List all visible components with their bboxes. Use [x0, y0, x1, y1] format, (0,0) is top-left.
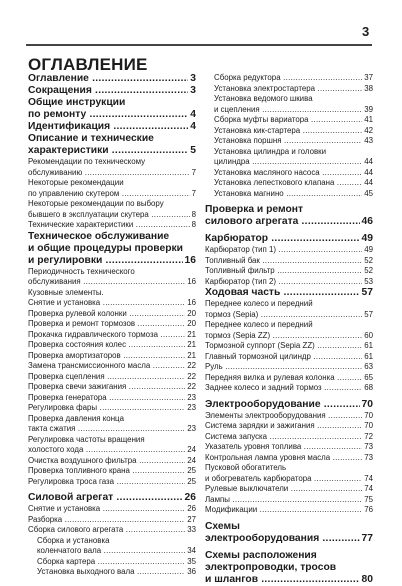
toc-entry-title: Рекомендации по техническому [28, 157, 146, 166]
toc-entry-continued [28, 414, 196, 425]
toc-entry[interactable] [205, 373, 373, 384]
toc-entry[interactable] [28, 466, 196, 477]
toc-page-number: 65 [364, 372, 373, 382]
toc-entry[interactable] [28, 477, 196, 488]
toc-entry[interactable] [205, 495, 373, 506]
toc-page-number: 77 [361, 532, 373, 544]
toc-entry[interactable] [205, 136, 373, 147]
toc-entry[interactable] [205, 362, 373, 373]
toc-entry-continued [28, 157, 196, 168]
toc-entry[interactable] [205, 574, 373, 586]
toc-entry[interactable] [205, 331, 373, 342]
toc-page-number: 26 [184, 492, 196, 503]
toc-entry-title: и общие процедуры проверки [28, 242, 183, 254]
toc-page-number: 52 [364, 255, 373, 265]
toc-entry-title: Общие инструкции [28, 97, 126, 108]
toc-page-number: 68 [364, 383, 373, 392]
toc-entry-title: Лампы [205, 494, 230, 504]
toc-entry[interactable] [28, 298, 196, 309]
toc-page-number: 73 [364, 452, 373, 462]
toc-page-number: 61 [364, 351, 373, 361]
toc-entry-title: Установка поршня [214, 136, 282, 145]
toc-entry-title: обслуживания [28, 277, 81, 286]
toc-page-number: 4 [190, 109, 196, 120]
toc-entry[interactable] [28, 189, 196, 200]
toc-entry-continued [28, 97, 196, 109]
toc-entry-title: Проверка и ремонт тормозов [28, 319, 136, 328]
toc-page-number: 16 [184, 254, 196, 266]
toc-entry[interactable] [205, 533, 373, 545]
toc-page-number: 22 [187, 361, 196, 370]
toc-entry-title: Указатель уровня топлива [205, 442, 302, 451]
toc-entry[interactable] [205, 157, 373, 168]
toc-page-number: 41 [364, 115, 373, 124]
toc-entry-title: Проверка давления конца [28, 413, 124, 423]
toc-page-number: 52 [364, 266, 373, 275]
toc-entry-title: холостого хода [28, 445, 84, 454]
toc-entry[interactable] [205, 245, 373, 256]
toc-entry-title: цилиндра [214, 157, 250, 166]
toc-entry-title: Идентификация [28, 121, 111, 132]
toc-entry-title: Карбюратор (тип 2) [205, 276, 277, 286]
toc-right-column [205, 73, 373, 586]
toc-entry-title: Тормозной суппорт (Sepia ZZ) [205, 341, 315, 350]
toc-entry-title: Снятие и установка [28, 298, 101, 307]
toc-page-number: 57 [361, 287, 373, 298]
toc-entry-continued [28, 288, 196, 299]
toc-entry[interactable] [205, 310, 373, 321]
toc-entry[interactable] [28, 85, 196, 97]
toc-entry[interactable] [205, 216, 373, 228]
toc-entry[interactable] [28, 351, 196, 362]
toc-page-number: 70 [361, 398, 373, 410]
toc-entry-title: Очистка воздушного фильтра [28, 455, 137, 465]
toc-entry-title: обслуживанию [28, 167, 83, 177]
toc-entry-title: характеристики [28, 145, 109, 156]
toc-entry[interactable] [205, 73, 373, 84]
toc-page-number: 27 [187, 514, 196, 524]
toc-entry-title: Установка ведомого шкива [214, 94, 313, 103]
toc-entry-title: Карбюратор (тип 1) [205, 245, 277, 254]
toc-entry-title: Сборка картера [37, 556, 96, 566]
toc-page-number: 8 [191, 220, 196, 229]
toc-entry-title: Разборка [28, 514, 63, 524]
toc-entry[interactable] [205, 399, 373, 411]
toc-page-number: 70 [364, 421, 373, 430]
toc-page-number: 23 [187, 403, 196, 412]
page-number: 3 [362, 24, 370, 39]
toc-entry-continued [205, 562, 373, 574]
toc-entry-continued [28, 267, 196, 278]
toc-entry-title: Рулевые выключатели [205, 484, 289, 493]
toc-entry[interactable] [28, 492, 196, 504]
toc-entry-title: Карбюратор [205, 233, 269, 244]
toc-entry[interactable] [28, 393, 196, 404]
toc-entry-title: Описание и технические [28, 133, 154, 144]
toc-entry-title: Регулировка частоты вращения [28, 434, 145, 444]
toc-entry[interactable] [28, 403, 196, 414]
toc-entry-continued [205, 521, 373, 533]
toc-entry-continued [205, 204, 373, 216]
toc-entry[interactable] [205, 352, 373, 363]
toc-entry[interactable] [28, 73, 196, 85]
toc-entry-title: Заднее колесо и задний тормоз [205, 383, 322, 392]
toc-entry-title: Проверка генератора [28, 392, 107, 402]
toc-page-number: 49 [361, 233, 373, 244]
toc-entry-title: Установка кик-стартера [214, 125, 301, 135]
toc-page-number: 46 [361, 216, 373, 227]
toc-entry[interactable] [28, 382, 196, 393]
toc-left-column [28, 73, 196, 578]
toc-entry-continued [205, 94, 373, 105]
toc-entry-title: Электрооборудование [205, 398, 321, 410]
toc-page-number: 7 [191, 188, 196, 198]
toc-entry-title: Кузовные элементы. [28, 287, 104, 297]
toc-page-number: 37 [364, 73, 373, 82]
toc-entry[interactable] [205, 432, 373, 443]
toc-entry[interactable] [28, 372, 196, 383]
toc-entry-title: Переднее колесо и передний [205, 299, 313, 308]
toc-entry[interactable] [205, 411, 373, 422]
toc-entry[interactable] [28, 109, 196, 121]
toc-entry[interactable] [28, 210, 196, 221]
toc-page-number: 76 [364, 505, 373, 514]
toc-entry-title: Руль [205, 362, 223, 371]
toc-entry[interactable] [28, 277, 196, 288]
toc-page-number: 25 [187, 466, 196, 475]
toc-entry[interactable] [205, 287, 373, 299]
toc-entry-title: силового агрегата [205, 216, 299, 227]
toc-entry-title: Главный тормозной цилиндр [205, 351, 311, 361]
toc-page-number: 21 [187, 340, 196, 349]
toc-page-number: 45 [364, 188, 373, 198]
toc-entry-title: Некоторые рекомендации [28, 178, 124, 187]
toc-entry-title: Проверка и ремонт [205, 204, 304, 215]
toc-page-number: 16 [187, 277, 196, 286]
toc-page-number: 80 [361, 573, 373, 585]
toc-entry[interactable] [205, 189, 373, 200]
toc-page-number: 74 [364, 473, 373, 483]
toc-entry-title: Периодичность технического [28, 266, 135, 276]
toc-entry[interactable] [205, 421, 373, 432]
toc-page-number: 20 [187, 319, 196, 328]
toc-page-number: 21 [187, 329, 196, 339]
toc-entry[interactable] [205, 115, 373, 126]
toc-entry[interactable] [28, 168, 196, 179]
toc-entry[interactable] [205, 266, 373, 277]
toc-entry[interactable] [205, 484, 373, 495]
toc-page-number: 24 [187, 445, 196, 454]
toc-entry-title: Проверка состояния колес [28, 340, 127, 349]
toc-entry-title: Контрольная лампа уровня масла [205, 452, 331, 462]
toc-entry-title: Топливный бак [205, 255, 260, 265]
toc-page-number: 53 [364, 276, 373, 286]
toc-entry-title: тормоз (Sepia) [205, 309, 259, 319]
toc-entry-title: Проверка сцепления [28, 371, 105, 381]
toc-entry-title: и сцепления [214, 104, 260, 114]
toc-entry[interactable] [28, 567, 196, 578]
toc-entry-title: Силовой агрегат [28, 492, 114, 503]
toc-entry-title: Ходовая часть [205, 287, 281, 298]
toc-entry-title: Элементы электрооборудования [205, 410, 326, 420]
toc-page-number: 7 [191, 167, 196, 177]
toc-entry-title: Установка лепесткового клапана [214, 178, 335, 187]
toc-entry-continued [28, 199, 196, 210]
toc-page-number: 43 [364, 136, 373, 145]
toc-page-number: 3 [190, 85, 196, 96]
toc-entry[interactable] [205, 277, 373, 288]
toc-page-number: 49 [364, 245, 373, 254]
toc-entry-continued [28, 231, 196, 243]
toc-page-number: 16 [187, 298, 196, 307]
toc-page-number: 33 [187, 525, 196, 534]
toc-entry-continued [28, 243, 196, 255]
toc-page-number: 21 [187, 350, 196, 360]
toc-page-number: 61 [364, 341, 373, 350]
toc-entry[interactable] [28, 445, 196, 456]
toc-entry-title: Сборка муфты вариатора [214, 115, 309, 124]
toc-page-number: 39 [364, 104, 373, 114]
toc-entry[interactable] [28, 330, 196, 341]
toc-entry[interactable] [28, 340, 196, 351]
toc-entry-continued [28, 133, 196, 145]
toc-entry-title: Топливный фильтр [205, 266, 275, 275]
toc-entry-title: Система запуска [205, 431, 268, 441]
toc-page-number: 74 [364, 484, 373, 493]
toc-page-number: 23 [187, 424, 196, 433]
toc-entry-title: Установка электростартера [214, 83, 316, 93]
toc-entry[interactable] [28, 546, 196, 557]
toc-entry[interactable] [205, 256, 373, 267]
toc-entry-title: Регулировка фары [28, 403, 98, 412]
toc-page-number: 5 [190, 145, 196, 156]
toc-entry-title: Установка цилиндра и головки [214, 146, 327, 156]
toc-entry-title: Установка масляного насоса [214, 167, 320, 177]
toc-entry-title: Сборка редуктора [214, 73, 281, 82]
toc-entry-title: Техническое обслуживание [28, 230, 170, 242]
toc-entry[interactable] [205, 233, 373, 245]
toc-entry-title: Проверка топливного крана [28, 466, 130, 475]
page-title: ОГЛАВЛЕНИЕ [28, 55, 148, 74]
toc-entry-title: Проверка амортизаторов [28, 350, 121, 360]
toc-entry[interactable] [205, 126, 373, 137]
toc-entry[interactable] [205, 383, 373, 394]
toc-page-number: 73 [364, 442, 373, 451]
toc-entry[interactable] [205, 168, 373, 179]
toc-entry-title: и обогреватель карбюратора [205, 473, 312, 483]
toc-entry-title: Установка магнино [214, 188, 284, 198]
toc-entry[interactable] [205, 474, 373, 485]
toc-entry-title: электрооборудования [205, 532, 320, 544]
toc-entry-title: по управлению скутером [28, 188, 120, 198]
toc-page-number: 70 [364, 410, 373, 420]
toc-entry-continued [205, 299, 373, 310]
toc-entry[interactable] [205, 178, 373, 189]
toc-entry-title: Снятие и установка [28, 504, 101, 513]
toc-entry-title: коленчатого вала [37, 546, 102, 555]
toc-page-number: 20 [187, 308, 196, 318]
toc-entry[interactable] [28, 456, 196, 467]
toc-entry[interactable] [28, 525, 196, 536]
toc-entry[interactable] [28, 361, 196, 372]
toc-page-number: 35 [187, 556, 196, 566]
toc-page-number: 57 [364, 309, 373, 319]
toc-entry-title: и регулировки [28, 254, 103, 266]
toc-entry-title: Замена трансмиссионного масла [28, 361, 151, 370]
toc-entry[interactable] [205, 505, 373, 516]
toc-entry-title: Пусковой обогатитель [205, 463, 287, 472]
toc-page-number: 42 [364, 125, 373, 135]
toc-entry-title: Прокачка гидравлического тормоза [28, 329, 158, 339]
toc-entry[interactable] [205, 341, 373, 352]
toc-page-number: 34 [187, 546, 196, 555]
toc-entry-continued [205, 463, 373, 474]
toc-entry-title: такта сжатия [28, 424, 76, 433]
toc-entry[interactable] [28, 121, 196, 133]
toc-entry-title: бывшего в эксплуатации скутера [28, 209, 149, 219]
toc-entry[interactable] [205, 84, 373, 95]
toc-page-number: 38 [364, 83, 373, 93]
toc-entry-continued [28, 178, 196, 189]
toc-page-number: 44 [364, 167, 373, 177]
toc-entry-title: Переднее колесо и передний [205, 320, 313, 329]
toc-page-number: 44 [364, 157, 373, 166]
toc-entry-title: Сокращения [28, 85, 92, 96]
toc-entry-title: Оглавление [28, 73, 89, 84]
toc-entry-title: Установка выходного вала [37, 567, 135, 576]
toc-entry-continued [205, 147, 373, 158]
toc-entry[interactable] [28, 309, 196, 320]
toc-entry-title: Модификации [205, 505, 258, 514]
toc-page-number: 60 [364, 330, 373, 340]
toc-page-number: 22 [187, 371, 196, 381]
toc-entry-continued [205, 550, 373, 562]
toc-page-number: 22 [187, 382, 196, 391]
toc-page-number: 72 [364, 431, 373, 441]
toc-entry[interactable] [28, 515, 196, 526]
toc-entry[interactable] [205, 453, 373, 464]
toc-entry-title: Схемы [205, 520, 240, 532]
toc-entry[interactable] [28, 424, 196, 435]
toc-entry-title: Проверка рулевой колонки [28, 308, 127, 318]
toc-entry[interactable] [205, 442, 373, 453]
toc-entry[interactable] [28, 557, 196, 568]
toc-entry-title: Сборка и установка [37, 535, 110, 545]
toc-entry-title: Схемы расположения [205, 549, 317, 561]
toc-entry[interactable] [28, 255, 196, 267]
toc-page-number: 63 [364, 362, 373, 371]
toc-page-number: 23 [187, 392, 196, 402]
toc-entry[interactable] [28, 319, 196, 330]
toc-entry-title: Некоторые рекомендации по выбору [28, 199, 164, 208]
toc-entry-title: Передняя вилка и рулевая колонка [205, 372, 335, 382]
toc-entry-continued [28, 435, 196, 446]
toc-page-number: 4 [190, 121, 196, 132]
toc-entry-continued [28, 536, 196, 547]
toc-entry-title: Проверка свечи зажигания [28, 382, 127, 391]
toc-page-number: 75 [364, 494, 373, 504]
toc-entry[interactable] [28, 145, 196, 157]
toc-entry-title: тормоз (Sepia ZZ) [205, 330, 271, 340]
toc-entry-title: Сборка силового агрегата [28, 525, 124, 534]
toc-entry-title: Технические характеристики [28, 220, 134, 229]
toc-entry[interactable] [28, 504, 196, 515]
toc-entry[interactable] [28, 220, 196, 231]
header-rule [26, 44, 372, 46]
toc-entry-title: Система зарядки и зажигания [205, 421, 315, 430]
toc-page-number: 26 [187, 504, 196, 513]
toc-entry-continued [205, 320, 373, 331]
toc-page-number: 3 [190, 73, 196, 84]
toc-entry-title: электропроводки, тросов [205, 561, 337, 573]
toc-entry-title: и шлангов [205, 573, 259, 585]
toc-page-number: 25 [187, 476, 196, 486]
toc-entry[interactable] [205, 105, 373, 116]
toc-page-number: 24 [187, 455, 196, 465]
toc-entry-title: по ремонту [28, 109, 87, 120]
toc-page-number: 8 [191, 209, 196, 219]
toc-page-number: 36 [187, 567, 196, 576]
toc-page-number: 44 [364, 178, 373, 187]
toc-entry-title: Регулировка троса газа [28, 476, 115, 486]
